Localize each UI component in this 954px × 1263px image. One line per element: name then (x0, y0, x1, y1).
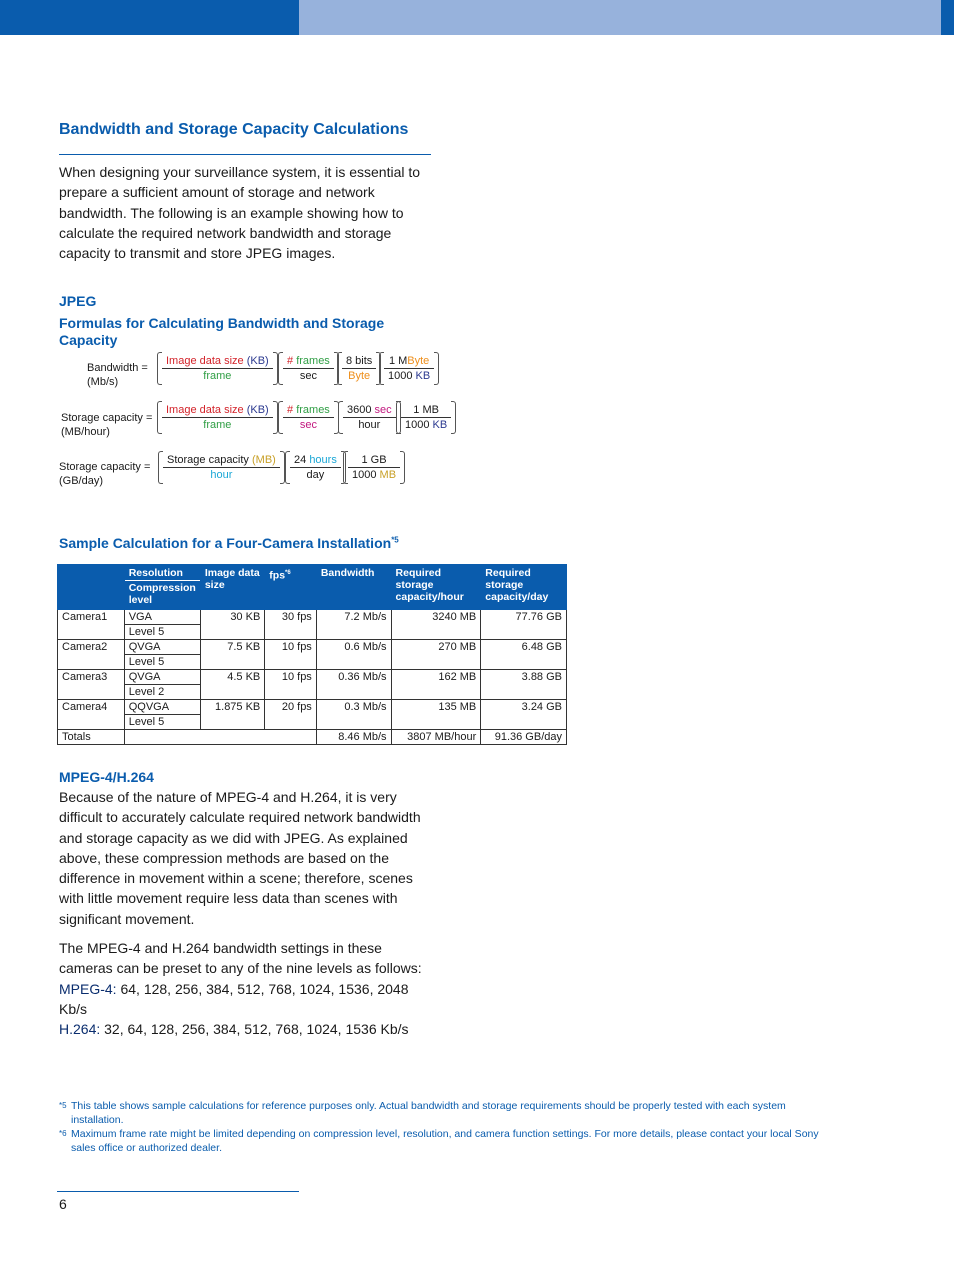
table-row: Camera4 QQVGA 1.875 KB 20 fps 0.3 Mb/s 135 MB 3.24 GB (58, 700, 567, 715)
formula-storage-hour-term3: 3600 sec hour (343, 403, 396, 432)
header-camera (58, 565, 125, 610)
jpeg-heading: JPEG (59, 293, 97, 309)
formula-bandwidth-term3: 8 bits Byte (342, 354, 376, 383)
footnote-6: *6 Maximum frame rate might be limited depending on compression level, resolution, and camera function settings. For more details, please contact your local Sony sales office or authorized dealer. (59, 1128, 819, 1154)
formula-bandwidth-term2: # frames sec (283, 354, 334, 383)
formula-bandwidth-label: Bandwidth = (Mb/s) (87, 362, 148, 388)
formula-storage-day-term2: 24 hours day (290, 453, 341, 482)
sample-heading: Sample Calculation for a Four-Camera Installation$^{*5}$ (59, 535, 399, 551)
header-band-edge (941, 0, 954, 35)
table-row-level: Level 5 (58, 715, 567, 730)
header-bandwidth: Bandwidth (316, 565, 391, 610)
mpeg-paragraph: Because of the nature of MPEG-4 and H.264, it is very difficult to accurately calculate required network bandwidth and storage capacity as we did with JPEG. As explained above, these compression methods are based on the difference in movement within a scene; therefore, scenes with little movement require less data than scenes with significant movement. (59, 789, 421, 927)
mpeg-heading: MPEG-4/H.264 (59, 769, 154, 785)
footer-divider (57, 1191, 299, 1192)
mpeg4-levels: MPEG-4: 64, 128, 256, 384, 512, 768, 1024, 1536, 2048 Kb/s (59, 980, 409, 1017)
title-divider (59, 154, 431, 155)
formula-bandwidth-term1: Image data size (KB) frame (162, 354, 273, 383)
header-fps: fps$^{*6}$ (265, 565, 317, 610)
header-image-size: Image data size (200, 565, 264, 610)
table-row-level: Level 5 (58, 625, 567, 640)
table-row-level: Level 5 (58, 655, 567, 670)
formula-storage-day-term3: $\frac{1 GB}{1000 MB}$ (348, 453, 400, 482)
header-storage-day: Required storage capacity/day (481, 565, 567, 610)
table-header-row (58, 565, 567, 610)
mpeg-settings-paragraph: The MPEG-4 and H.264 bandwidth settings in these cameras can be preset to any of the nine levels as follows: MPEG-4: 64, 128, 256, 384, 512, 768, 1024, 1536, 2048 Kb/s H.264: 32, 64, 128, 256, 384, 512, 768, 1024, 1536 Kb/s (59, 938, 439, 1039)
intro-paragraph: When designing your surveillance system, it is essential to prepare a sufficient amount of storage and network bandwidth. The following is an example showing how to calculate the required network bandwidth and storage capacity to transmit and store JPEG images. (59, 164, 421, 262)
h264-levels: H.264: 32, 64, 128, 256, 384, 512, 768, 1024, 1536 Kb/s (59, 1021, 409, 1038)
header-band-dark (0, 0, 299, 35)
formula-storage-hour-term2: # frames sec (283, 403, 334, 432)
table-row-level: Level 2 (58, 685, 567, 700)
formula-storage-hour-label: Storage capacity = (MB/hour) (61, 412, 153, 438)
footnote-5: *5 This table shows sample calculations for reference purposes only. Actual bandwidth and storage requirements should be properly tested with each system installation. (59, 1100, 786, 1126)
table-row: Camera1 VGA 30 KB 30 fps 7.2 Mb/s 3240 MB 77.76 GB (58, 610, 567, 625)
page-number: 6 (59, 1196, 67, 1212)
header-band-light (299, 0, 941, 35)
formula-storage-day-term1: Storage capacity (MB) hour (163, 453, 280, 482)
formula-storage-day-label: Storage capacity = (GB/day) (59, 461, 151, 487)
formula-storage-hour-term1: Image data size (KB) frame (162, 403, 273, 432)
header-storage-hour: Required storage capacity/hour (391, 565, 481, 610)
header-resolution: Resolution Compression level (124, 565, 200, 610)
table-row: Camera3 QVGA 4.5 KB 10 fps 0.36 Mb/s 162 MB 3.88 GB (58, 670, 567, 685)
table-row: Camera2 QVGA 7.5 KB 10 fps 0.6 Mb/s 270 MB 6.48 GB (58, 640, 567, 655)
formula-storage-hour-term4: $\frac{1 MB}{1000 KB}$ (401, 403, 451, 432)
table-totals-row: Totals 8.46 Mb/s 3807 MB/hour 91.36 GB/day (58, 730, 567, 745)
page-title: Bandwidth and Storage Capacity Calculations (59, 121, 409, 138)
formula-bandwidth-term4: 1 MByte 1000 KB (384, 354, 434, 383)
sample-calculation-table (57, 564, 567, 745)
formulas-heading: Formulas for Calculating Bandwidth and Storage Capacity (59, 315, 385, 348)
